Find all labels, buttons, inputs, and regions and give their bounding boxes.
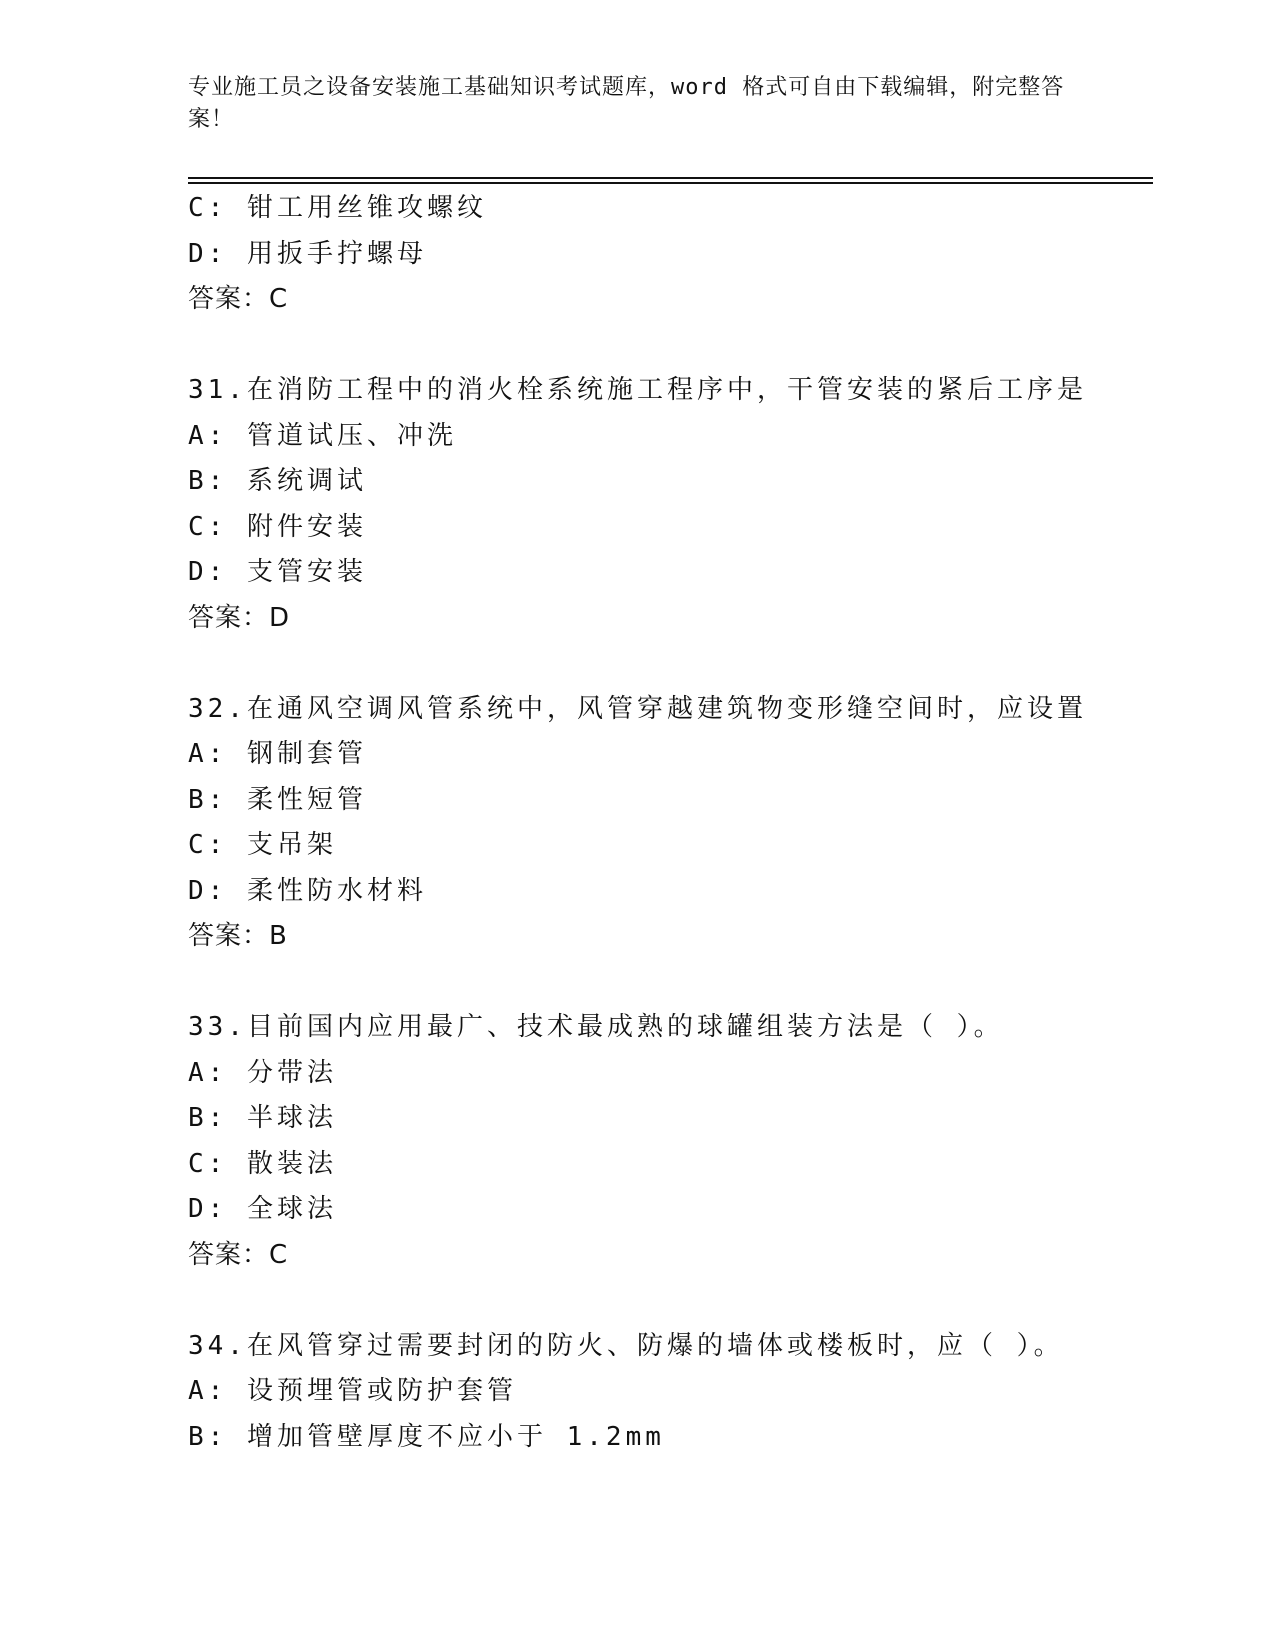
header-divider-bottom	[188, 182, 1153, 184]
option-c: C: 钳工用丝锥攻螺纹	[188, 193, 487, 223]
option-a: A: 管道试压、冲洗	[188, 420, 457, 451]
document-header: 专业施工员之设备安装施工基础知识考试题库，word 格式可自由下载编辑，附完整答案！	[188, 75, 1065, 132]
option-b: B: 半球法	[188, 1103, 337, 1133]
answer-line: 答案：C	[188, 1239, 289, 1270]
option-b: B: 柔性短管	[188, 784, 367, 815]
option-a: A: 设预埋管或防护套管	[188, 1376, 517, 1406]
option-a: A: 钢制套管	[188, 739, 367, 769]
option-d: D: 柔性防水材料	[188, 875, 427, 906]
option-c: C: 散装法	[188, 1148, 337, 1179]
question-stem: 34.在风管穿过需要封闭的防火、防爆的墙体或楼板时，应（ ）。	[188, 1330, 1064, 1361]
question-stem: 32.在通风空调风管系统中，风管穿越建筑物变形缝空间时，应设置	[188, 693, 1087, 724]
option-d: D: 用扳手拧螺母	[188, 238, 427, 269]
answer-line: 答案：D	[188, 602, 291, 633]
question-34	[188, 1324, 1148, 1461]
header-divider-top	[188, 177, 1153, 179]
question-31	[188, 368, 1148, 641]
option-c: C: 支吊架	[188, 830, 337, 860]
question-stem: 33.目前国内应用最广、技术最成熟的球罐组装方法是（ ）。	[188, 1012, 1004, 1042]
answer-line: 答案：C	[188, 284, 289, 314]
question-33	[188, 1005, 1148, 1278]
partial-question	[188, 186, 1148, 323]
option-c: C: 附件安装	[188, 511, 367, 542]
option-d: D: 全球法	[188, 1194, 337, 1224]
question-content	[188, 186, 1148, 1460]
question-stem: 31.在消防工程中的消火栓系统施工程序中，干管安装的紧后工序是	[188, 375, 1087, 405]
option-a: A: 分带法	[188, 1057, 337, 1088]
option-d: D: 支管安装	[188, 557, 367, 587]
question-32	[188, 687, 1148, 960]
answer-line: 答案：B	[188, 921, 288, 951]
option-b: B: 增加管壁厚度不应小于 1.2mm	[188, 1421, 665, 1452]
option-b: B: 系统调试	[188, 466, 367, 496]
